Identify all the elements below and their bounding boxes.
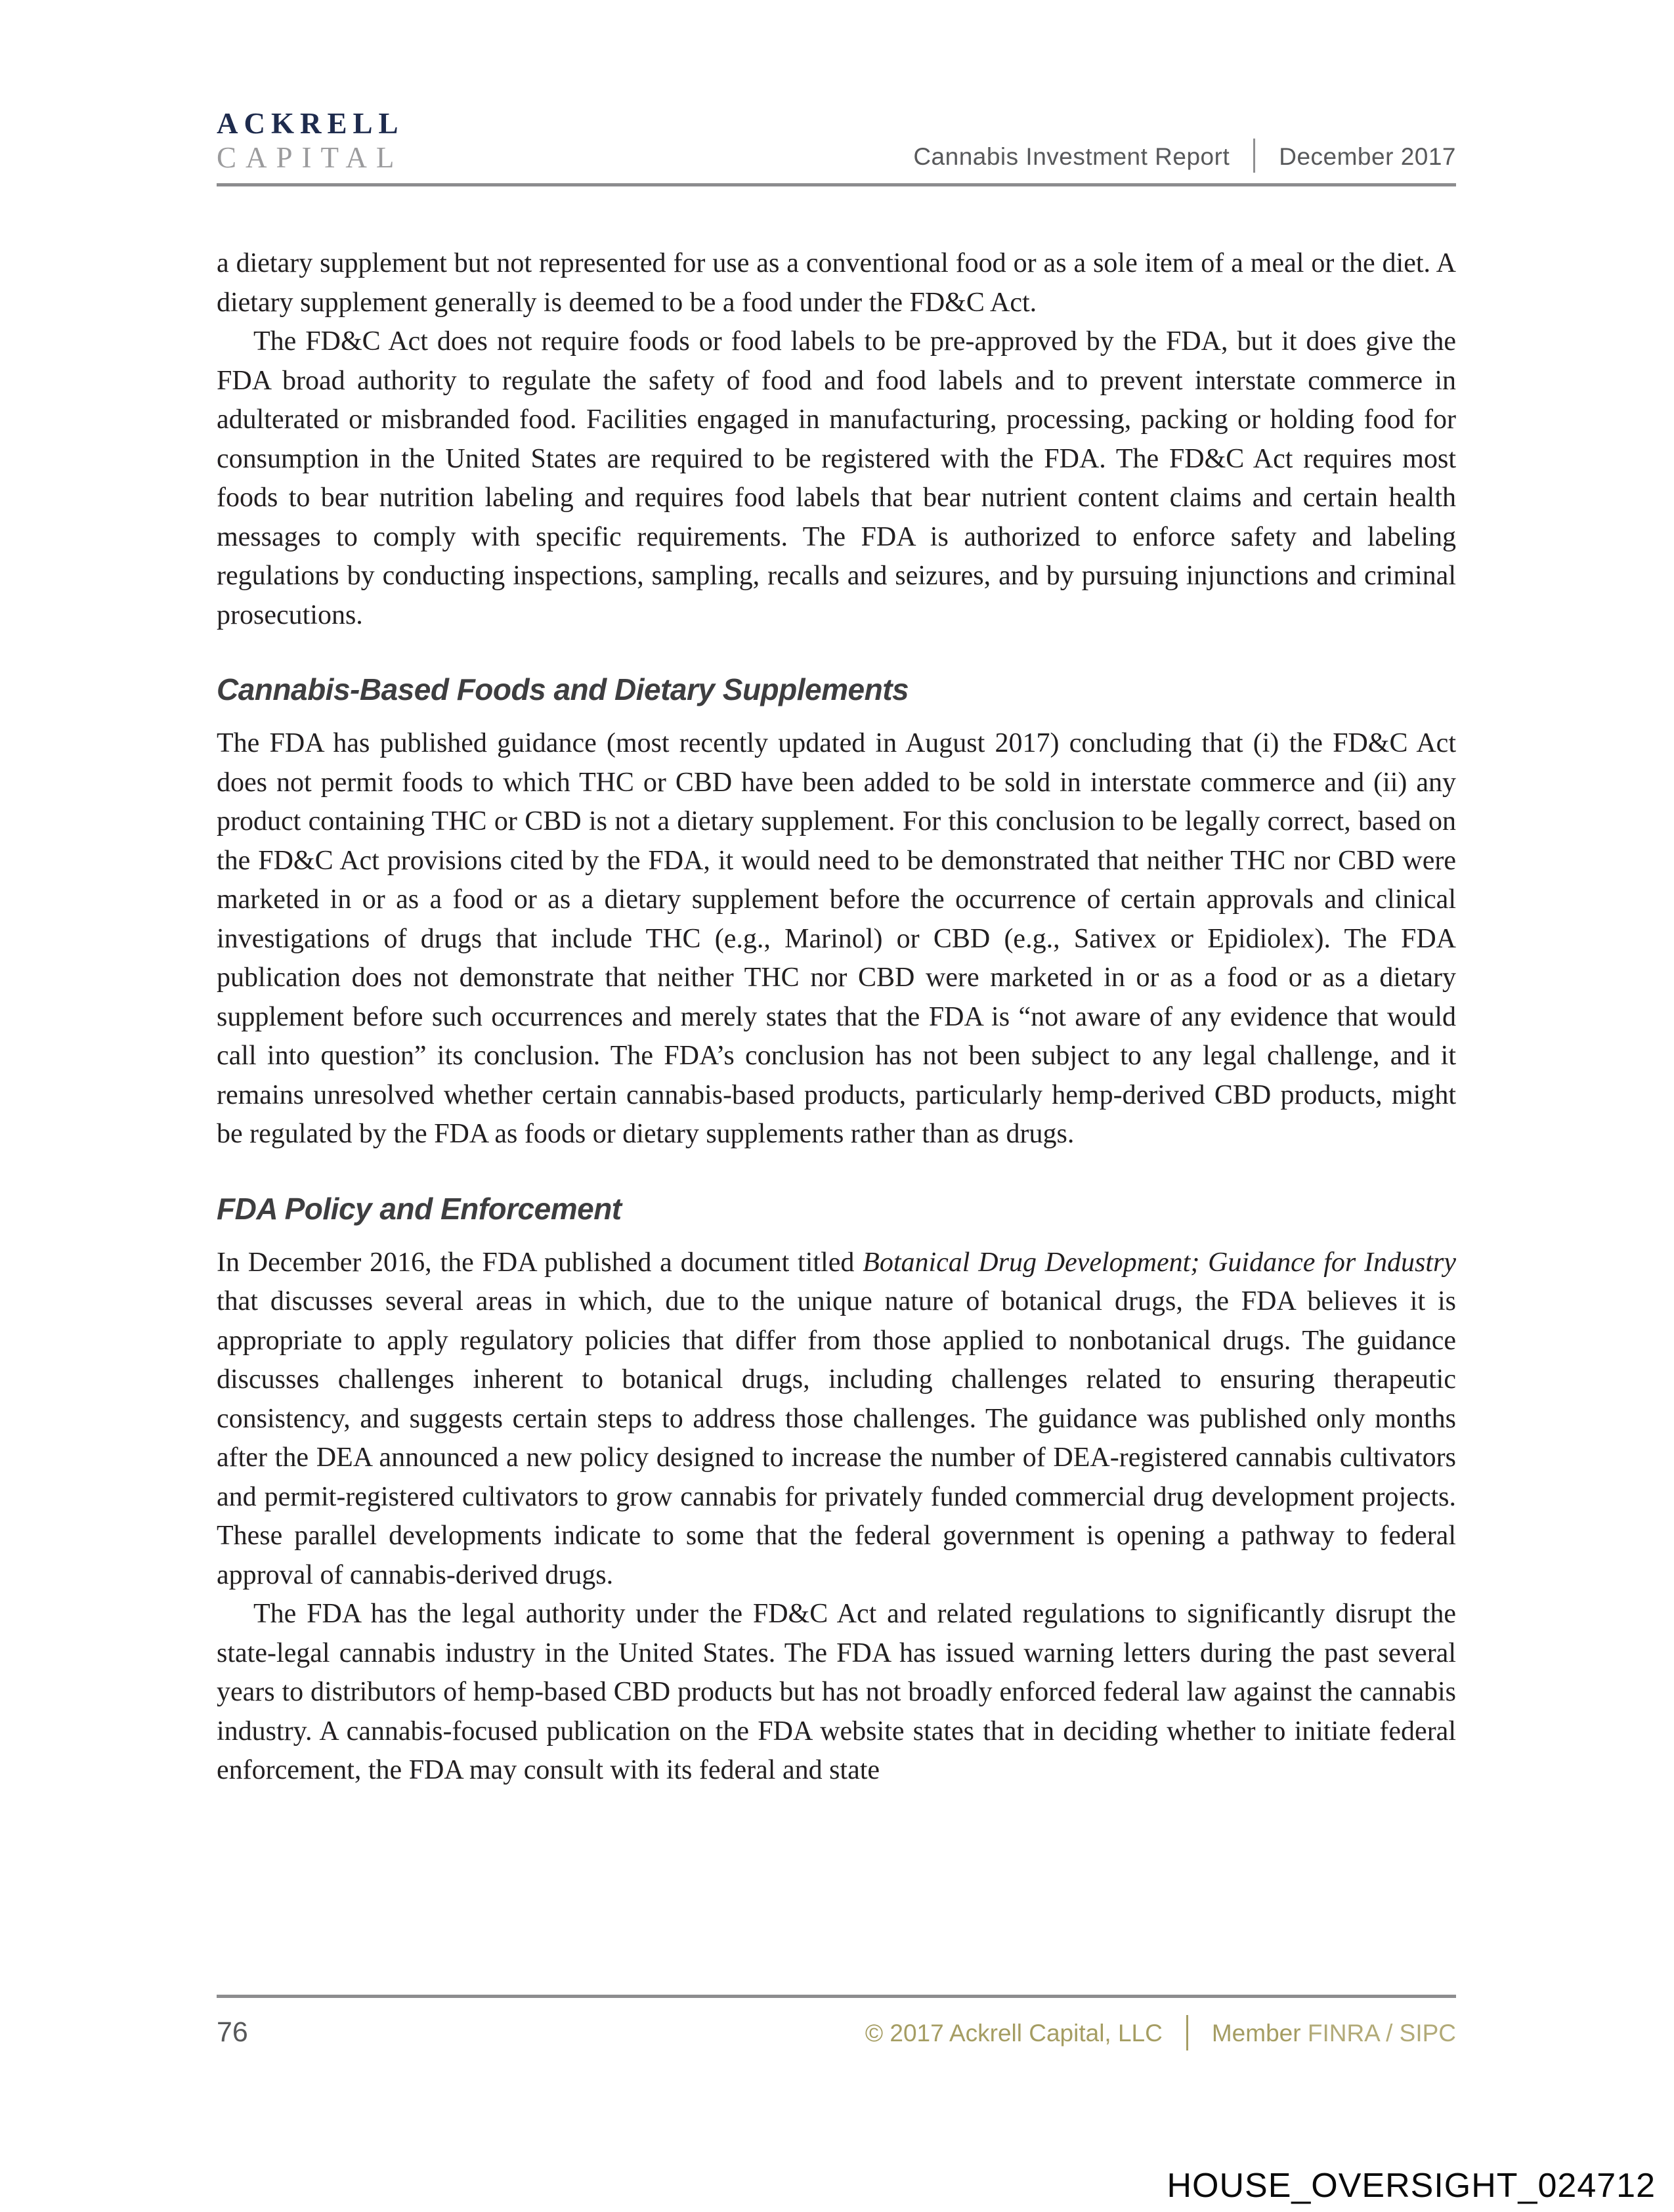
page-body (217, 244, 1456, 1790)
bates-number: HOUSE_OVERSIGHT_024712 (1167, 2167, 1656, 2205)
page-footer (217, 1995, 1456, 2050)
member-label: Member (1211, 2020, 1301, 2047)
paragraph-fdc-act-authority: The FD&C Act does not require foods or food labels to be pre-approved by the FDA, but it does give the FDA broad authority to regulate the safety of food and food labels and to prevent interstate commerce in adulterated or misbranded food. Facilities engaged in manufacturing, processing, packing or holding food for consumption in the United States are required to be registered with the FDA. The FD&C Act requires most foods to bear nutrition labeling and requires food labels that bear nutrient content claims and certain health messages to comply with specific requirements. The FDA is authorized to enforce safety and labeling regulations by conducting inspections, sampling, recalls and seizures, and by pursuing injunctions and criminal prosecutions. (217, 326, 1456, 630)
report-title: Cannabis Investment Report (913, 143, 1230, 170)
member-orgs (1301, 2020, 1456, 2047)
page-number: 76 (217, 2016, 248, 2048)
section-heading-cannabis-foods: Cannabis-Based Foods and Dietary Supplements (217, 672, 909, 706)
footer-separator-bar (1186, 2015, 1188, 2050)
ackrell-capital-logo (217, 109, 404, 173)
member-orgs-text: FINRA / SIPC (1307, 2020, 1456, 2047)
paragraph-botanical-guidance (217, 1244, 1456, 1595)
logo-line-capital: CAPITAL (217, 141, 404, 174)
header-separator-bar (1253, 139, 1255, 173)
logo-line-ackrell: ACKRELL (217, 107, 404, 140)
section-heading-fda-policy: FDA Policy and Enforcement (217, 1191, 622, 1226)
copyright-text: © 2017 Ackrell Capital, LLC (865, 2020, 1163, 2047)
report-date: December 2017 (1279, 143, 1456, 170)
paragraph-dietary-supplement: a dietary supplement but not represented for use as a conventional food or as a sole item of a meal or the diet. A dietary supplement generally is deemed to be a food under the FD&C Act. (217, 248, 1456, 318)
paragraph-fda-guidance: The FDA has published guidance (most recently updated in August 2017) concluding that (i) the FD&C Act does not permit foods to which THC or CBD have been added to be sold in interstate commerce and (ii) any product containing THC or CBD is not a dietary supplement. For this conclusion to be legally correct, based on the FD&C Act provisions cited by the FDA, it would need to be demonstrated that neither THC nor CBD were marketed in or as a food or as a dietary supplement before the occurrence of certain approvals and clinical investigations of drugs that include THC (e.g., Marinol) or CBD (e.g., Sativex or Epidiolex). The FDA publication does not demonstrate that neither THC nor CBD were marketed in or as a food or as a dietary supplement before such occurrences and merely states that the FDA is “not aware of any evidence that would call into question” its conclusion. The FDA’s conclusion has not been subject to any legal challenge, and it remains unresolved whether certain cannabis-based products, particularly hemp-derived CBD products, might be regulated by the FDA as foods or dietary supplements rather than as drugs. (217, 728, 1456, 1149)
document-title-italic: Botanical Drug Development; Guidance for Industry (863, 1247, 1456, 1278)
footer-row (217, 2015, 1456, 2050)
paragraph-segment: that discusses several areas in which, due to the unique nature of botanical drugs, the FDA believes it is appropriate to apply regulatory policies that differ from those applied to nonbotanical drugs. The guidance discusses challenges inherent to botanical drugs, including challenges related to ensuring therapeutic consistency, and suggests certain steps to address those challenges. The guidance was published only months after the DEA announced a new policy designed to increase the number of DEA-registered cannabis cultivators and permit-registered cultivators to grow cannabis for privately funded commercial drug development projects. These parallel developments indicate to some that the federal government is opening a pathway to federal approval of cannabis-derived drugs. (217, 1286, 1456, 1590)
report-header (217, 0, 1456, 173)
header-meta (913, 139, 1456, 173)
paragraph-fda-enforcement: The FDA has the legal authority under the FD&C Act and related regulations to significantly disrupt the state-legal cannabis industry in the United States. The FDA has issued warning letters during the past several years to distributors of hemp-based CBD products but has not broadly enforced federal law against the cannabis industry. A cannabis-focused publication on the FDA website states that in deciding whether to initiate federal enforcement, the FDA may consult with its federal and state (217, 1599, 1456, 1785)
footer-rule (217, 1995, 1456, 1998)
footer-legal (865, 2015, 1456, 2050)
paragraph-segment: In December 2016, the FDA published a document titled (217, 1247, 863, 1278)
header-rule (217, 183, 1456, 186)
